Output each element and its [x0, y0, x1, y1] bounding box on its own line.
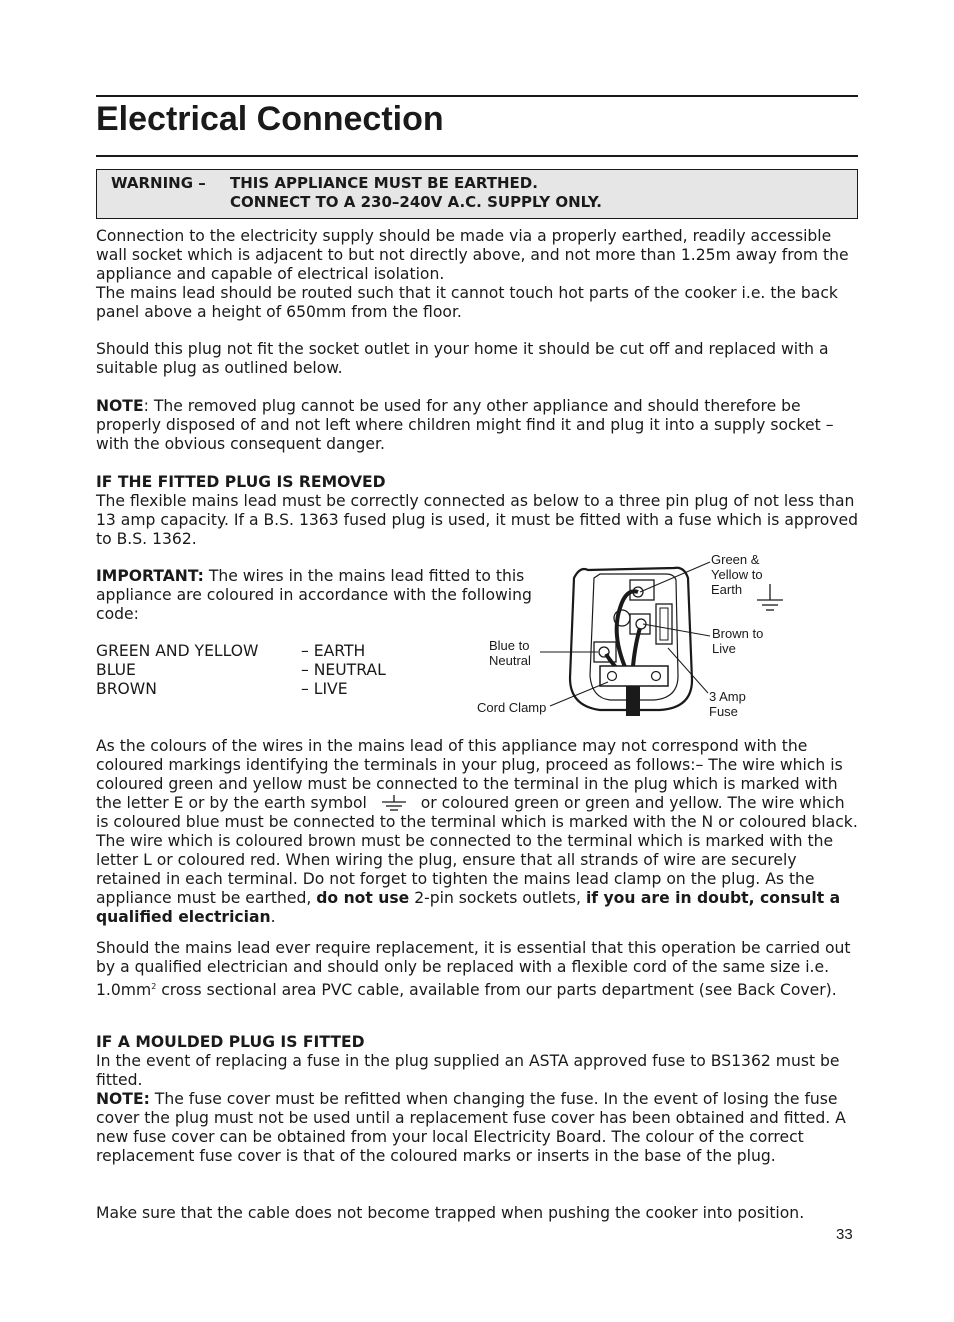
moulded-plug-section — [96, 1033, 860, 1166]
neutral-label-line-1: Blue to — [489, 638, 530, 653]
wire-colour: BLUE — [96, 661, 136, 679]
plug-replace-paragraph — [96, 340, 860, 378]
squared-superscript: 2 — [151, 982, 157, 991]
wiring-text-end: . — [270, 908, 276, 926]
live-label-line-2: Live — [712, 641, 736, 656]
fuse — [660, 608, 668, 640]
important-text: The wires in the mains lead fitted to this appliance are coloured in accordance with the following code: — [96, 567, 532, 623]
title-underline — [96, 155, 858, 157]
cable-trap-text: Make sure that the cable does not become trapped when pushing the cooker into position. — [96, 1204, 805, 1222]
plug-replace-text: Should this plug not fit the socket outlet in your home it should be cut off and replaced with a suitable plug as outlined below. — [96, 340, 829, 377]
important-label: IMPORTANT: — [96, 567, 204, 585]
earth-symbol-icon — [372, 795, 416, 813]
section-text: The flexible mains lead must be correctly connected as below to a three pin plug of not less than 13 amp capacity. If a B.S. 1363 fused plug is used, it must be fitted with a fuse which is approved to B.S. 1362. — [96, 492, 859, 548]
wire-colour: GREEN AND YELLOW — [96, 642, 259, 660]
earth-label-line-2: Yellow to — [711, 567, 763, 582]
note-paragraph — [96, 397, 860, 454]
fuse-label-line-2: Fuse — [709, 704, 738, 719]
clamp-screw-icon — [608, 672, 617, 681]
warning-line-2: CONNECT TO A 230–240V A.C. SUPPLY ONLY. — [230, 193, 602, 211]
top-rule — [96, 95, 858, 97]
note-text: The fuse cover must be refitted when changing the fuse. In the event of losing the fuse cover the plug must not be used until a replacement fuse cover has been obtained and fitted. A new fuse cover can be obtained from your local Electricity Board. The colour of the correct replacement fuse cover is that of the coloured marks or inserts in the base of the plug. — [96, 1090, 846, 1165]
live-label-line-1: Brown to — [712, 626, 764, 641]
consult-electrician-text: if you are in doubt, consult a qualified electrician — [96, 889, 841, 926]
lead-replacement-paragraph — [96, 939, 860, 1000]
warning-box — [96, 169, 858, 219]
do-not-use-text: do not use — [316, 889, 410, 907]
clamp-screw-icon — [652, 672, 661, 681]
warning-label: WARNING – — [111, 174, 206, 192]
wiring-text-part-2: or coloured green or green and yellow. The wire which is coloured blue must be connected to the terminal which is marked with the N or coloured black. The wire which is coloured brown must be connected to the terminal which is marked with the letter L or coloured red. When wiring the plug, ensure that all strands of wire are securely retained in each terminal. Do not forget to tighten the mains lead clamp on the plug. As the appliance must be earthed, — [96, 794, 858, 907]
neutral-label-line-2: Neutral — [489, 653, 531, 668]
lead-replacement-text-1: Should the mains lead ever require replacement, it is essential that this operation be carried out by a qualified electrician and should only be replaced with a flexible cord of the same size i.e. 1.0mm — [96, 939, 851, 1000]
fuse-label-line-1: 3 Amp — [709, 689, 746, 704]
warning-line-1: THIS APPLIANCE MUST BE EARTHED. — [230, 174, 538, 192]
section-heading: IF A MOULDED PLUG IS FITTED — [96, 1033, 365, 1051]
routing-text: The mains lead should be routed such that it cannot touch hot parts of the cooker i.e. the back panel above a height of 650mm from the floor. — [96, 284, 838, 321]
lead-replacement-text-2: cross sectional area PVC cable, available from our parts department (see Back Cover). — [156, 981, 837, 1000]
note-label: NOTE: — [96, 1090, 150, 1108]
section-heading: IF THE FITTED PLUG IS REMOVED — [96, 473, 386, 491]
note-text: : The removed plug cannot be used for any other appliance and should therefore be properly disposed of and not left where children might find it and plug it into a supply socket – with the obvious consequent danger. — [96, 397, 834, 453]
section-text: In the event of replacing a fuse in the plug supplied an ASTA approved fuse to BS1362 must be fitted. — [96, 1052, 840, 1089]
page-number: 33 — [836, 1226, 853, 1243]
wire-colour: BROWN — [96, 680, 157, 698]
cord-clamp-label: Cord Clamp — [477, 700, 547, 715]
wire-terminal: – LIVE — [301, 680, 348, 698]
mains-cable — [626, 686, 640, 716]
page-title: Electrical Connection — [96, 100, 444, 138]
wiring-text-part-1: As the colours of the wires in the mains lead of this appliance may not correspond with the coloured markings identifying the terminals in your plug, proceed as follows:– The wire which is coloured green and yellow must be connected to the terminal in the plug which is marked with the letter E or by the earth symbol — [96, 737, 843, 812]
earth-label-line-1: Green & — [711, 552, 760, 567]
earth-symbol-icon — [757, 584, 783, 610]
intro-paragraph — [96, 227, 860, 322]
fuse-leader-line — [668, 648, 708, 693]
wiring-text-part-3: 2-pin sockets outlets, — [409, 889, 586, 907]
earth-label-line-3: Earth — [711, 582, 743, 597]
fitted-plug-removed-section — [96, 473, 860, 549]
earth-leader-line — [640, 562, 710, 592]
plug-wiring-diagram — [470, 548, 810, 728]
cable-trap-paragraph — [96, 1204, 860, 1223]
intro-text: Connection to the electricity supply should be made via a properly earthed, readily accessible wall socket which is adjacent to but not directly above, and not more than 1.25m away from the appliance and capable of electrical isolation. — [96, 227, 849, 283]
wire-terminal: – NEUTRAL — [301, 661, 386, 679]
wiring-instructions-paragraph — [96, 737, 860, 927]
note-label: NOTE — [96, 397, 144, 415]
wire-terminal: – EARTH — [301, 642, 366, 660]
